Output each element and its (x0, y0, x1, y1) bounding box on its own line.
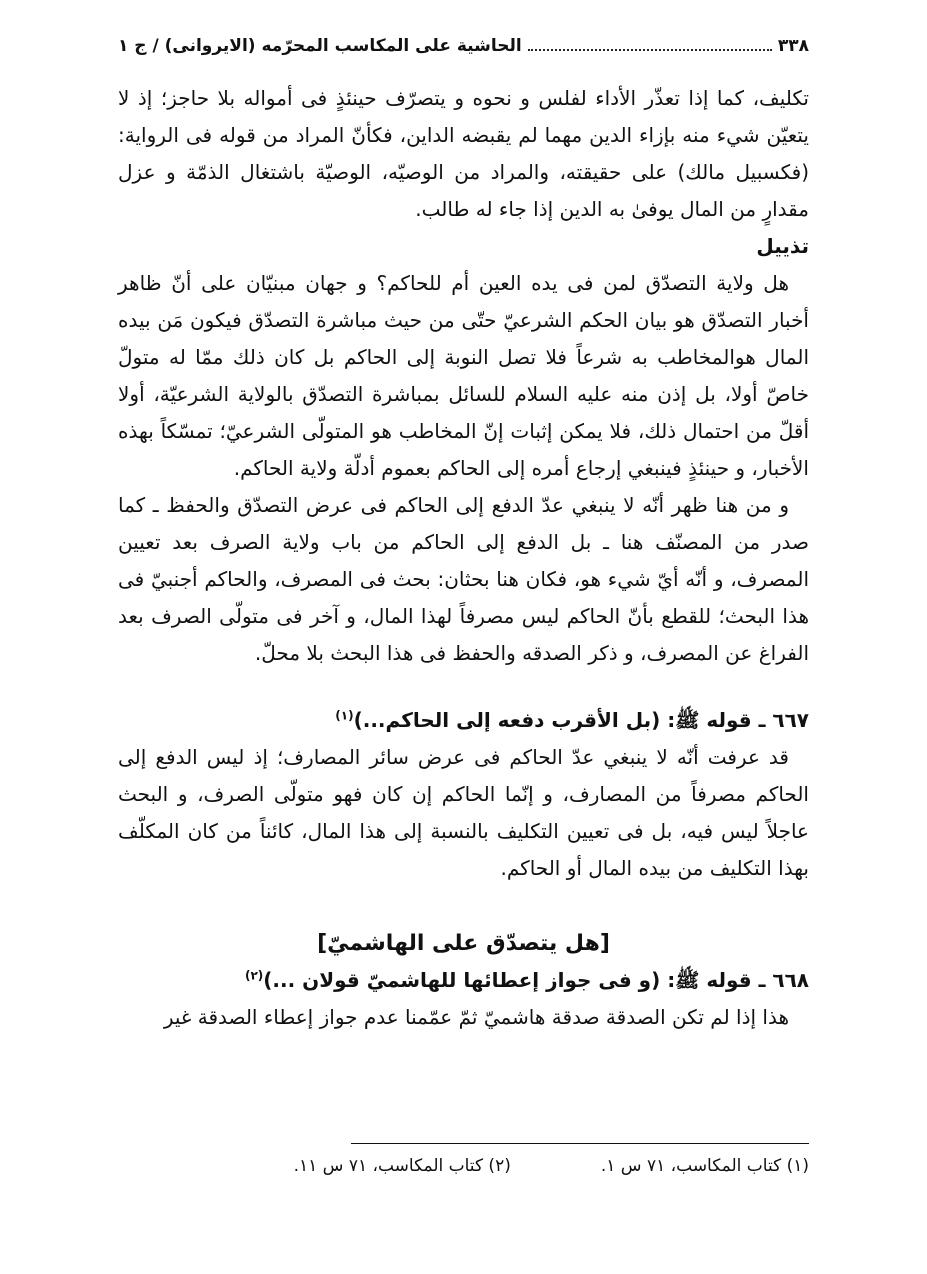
main-text (118, 80, 809, 1036)
paragraph: تكليف، كما إذا تعذّر الأداء لفلس و نحوه و يتصرّف حينئذٍ فى أمواله بلا حاجز؛ إذ لا يتعيّن شيء منه بإزاء الدين مهما لم يقبضه الداين، فكأنّ المراد من قوله فى الرواية: (فكسبيل مالك) على حقيقته، والمراد من الوصيّه، الوصيّة باشتغال الذمّة و عزل مقدارٍ من المال يوفىٰ به الدين إذا جاء له طالب. (118, 86, 809, 221)
footnote-divider (351, 1143, 809, 1144)
entry-heading-667 (118, 702, 809, 739)
footnotes (118, 1156, 809, 1176)
running-title: الحاشية على المكاسب المحرّمه (الايروانى) / ج ١ (118, 36, 522, 56)
header-dot-leader (528, 37, 772, 51)
footnote: (٢) كتاب المكاسب، ٧١ س ١١. (293, 1156, 511, 1176)
page-number: ٣٣٨ (777, 36, 809, 56)
subheading-tadhyil: تذييل (756, 234, 809, 258)
paragraph: هل ولاية التصدّق لمن فى يده العين أم للحاكم؟ و جهان مبنيّان على أنّ ظاهر أخبار التصدّق هو بيان الحكم الشرعيّ حتّى من حيث مباشرة التصدّق فيكون مَن بيده المال هوالمخاطب به شرعاً فلا تصل النوبة إلى الحاكم بل كان ذلك ممّا له متولّ خاصّ أولا، بل إذن منه عليه السلام للسائل بمباشرة التصدّق بالولاية الشرعيّة، أولا أقلّ من احتمال ذلك، فلا يمكن إثبات إنّ المخاطب هو المتولّى الشرعيّ؛ تمسّكاً بهذه الأخبار، و حينئذٍ فينبغي إرجاع أمره إلى الحاكم بعموم أدلّة ولاية الحاكم. (118, 271, 809, 480)
entry-label: ٦٦٧ ـ قوله ﷺ: (بل الأقرب دفعه إلى الحاكم...) (353, 708, 809, 732)
footnote-ref: (١) (335, 708, 354, 723)
entry-heading-668 (118, 962, 809, 999)
footnote-ref: (٢) (244, 968, 264, 983)
paragraph: هذا إذا لم تكن الصدقة صدقة هاشميّ ثمّ عمّمنا عدم جواز إعطاء الصدقة غير (163, 1005, 789, 1029)
footnote: (١) كتاب المكاسب، ٧١ س ١. (600, 1156, 809, 1176)
entry-label: ٦٦٨ ـ قوله ﷺ: (و فى جواز إعطائها للهاشميّ قولان ...) (263, 968, 809, 992)
section-title: [هل يتصدّق على الهاشميّ] (317, 931, 610, 956)
paragraph: قد عرفت أنّه لا ينبغي عدّ الحاكم فى عرض سائر المصارف؛ إذ ليس الدفع إلى الحاكم مصرفاً من المصارف، و إنّما الحاكم إن كان فهو متولّى الصرف، و البحث عاجلاً ليس فيه، بل فى تعيين التكليف بالنسبة إلى هذا المال، كائناً من كان المكلّف بهذا التكليف من بيده المال أو الحاكم. (118, 745, 809, 880)
page-header (118, 36, 809, 56)
paragraph: و من هنا ظهر أنّه لا ينبغي عدّ الدفع إلى الحاكم فى عرض التصدّق والحفظ ـ كما صدر من المصنّف هنا ـ بل الدفع إلى الحاكم من باب ولاية الصرف بعد تعيين المصرف، و أنّه أيّ شيء هو، فكان هنا بحثان: بحث فى المصرف، والحاكم أجنبيّ فى هذا البحث؛ للقطع بأنّ الحاكم ليس مصرفاً لهذا المال، و آخر فى متولّى الصرف بعد الفراغ عن المصرف، و ذكر الصدقه والحفظ فى هذا البحث بلا محلّ. (118, 493, 809, 665)
